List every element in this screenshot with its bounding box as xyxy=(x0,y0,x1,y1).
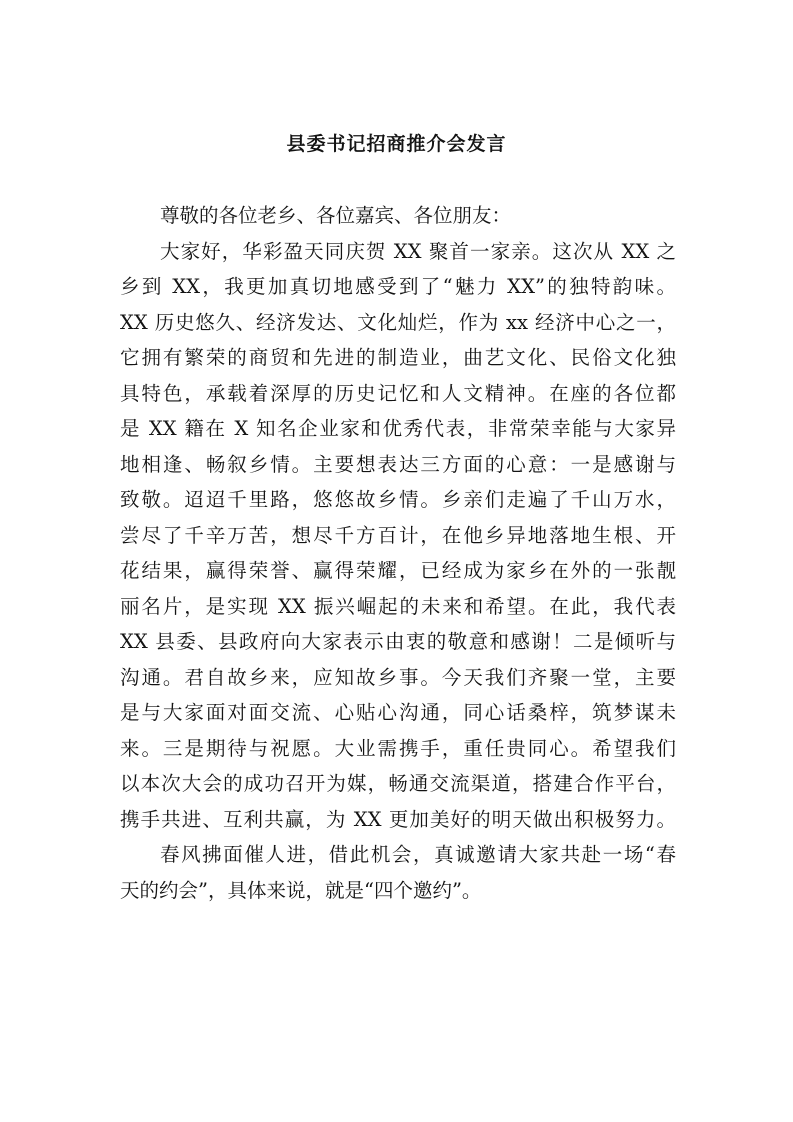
body-line: 天的约会”，具体来说，就是“四个邀约”。 xyxy=(120,878,482,902)
body-line: 以本次大会的成功召开为媒，畅通交流渠道，搭建合作平台， xyxy=(120,772,676,795)
body-line: 尝尽了千辛万苦，想尽千方百计，在他乡异地落地生根、开 xyxy=(120,523,676,547)
body-line: 沟通。君自故乡来，应知故乡事。今天我们齐聚一堂，主要 xyxy=(120,665,676,689)
body-line: 它拥有繁荣的商贸和先进的制造业，曲艺文化、民俗文化独 xyxy=(120,346,676,369)
body-line: 春风拂面催人进，借此机会，真诚邀请大家共赴一场“春 xyxy=(160,843,676,866)
body-line: 地相逢、畅叙乡情。主要想表达三方面的心意：一是感谢与 xyxy=(120,452,676,476)
body-line: 携手共进、互利共赢，为 XX 更加美好的明天做出积极努力。 xyxy=(120,807,676,831)
body-line: 来。三是期待与祝愿。大业需携手，重任贵同心。希望我们 xyxy=(120,736,676,760)
body-line: 是 XX 籍在 X 知名企业家和优秀代表，非常荣幸能与大家异 xyxy=(120,417,676,440)
document-body xyxy=(120,198,676,908)
body-line: 乡到 XX，我更加真切地感受到了“魅力 XX”的独特韵味。 xyxy=(120,275,676,298)
document-title: 县委书记招商推介会发言 xyxy=(286,133,507,155)
body-line: XX 历史悠久、经济发达、文化灿烂，作为 xx 经济中心之一， xyxy=(120,310,676,334)
body-line: 丽名片，是实现 XX 振兴崛起的未来和希望。在此，我代表 xyxy=(120,594,676,618)
body-line: 具特色，承载着深厚的历史记忆和人文精神。在座的各位都 xyxy=(120,381,676,405)
body-line: 大家好，华彩盈天同庆贺 XX 聚首一家亲。这次从 XX 之 xyxy=(160,239,676,263)
body-line: XX 县委、县政府向大家表示由衷的敬意和感谢！二是倾听与 xyxy=(120,630,676,653)
salutation-line: 尊敬的各位老乡、各位嘉宾、各位朋友： xyxy=(160,204,512,227)
body-line: 是与大家面对面交流、心贴心沟通，同心话桑梓，筑梦谋未 xyxy=(120,701,676,724)
body-line: 致敬。迢迢千里路，悠悠故乡情。乡亲们走遍了千山万水， xyxy=(120,488,676,511)
body-line: 花结果，赢得荣誉、赢得荣耀，已经成为家乡在外的一张靓 xyxy=(120,559,676,582)
